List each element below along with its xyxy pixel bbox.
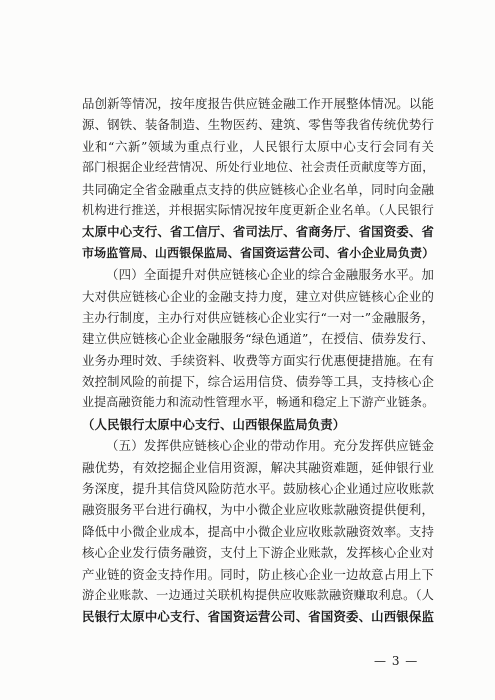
section-heading-line: （四）全面提升对供应链核心企业的综合金融服务水平。加 (106, 267, 434, 283)
text-line: 共同确定全省金融重点支持的供应链核心企业名单，同时向金融 (82, 181, 434, 197)
responsibility-line: （人民银行太原中心支行、山西银保监局负责） (82, 416, 346, 432)
text-line: 产业链的资金支持作用。同时，防止核心企业一边故意占用上下 (82, 566, 434, 582)
text-line: 融资服务平台进行确权，为中小微企业应收账款融资提供便利， (82, 502, 434, 518)
page-number: — 3 — (374, 654, 419, 668)
text-line: 效控制风险的前提下，综合运用信贷、债券等工具，支持核心企 (82, 374, 434, 390)
text-line: 降低中小微企业成本，提高中小微企业应收账款融资效率。支持 (82, 523, 434, 539)
text-line: 主办行制度，主办行对供应链核心企业实行“一对一”金融服务， (82, 309, 434, 325)
text-line: 业提高融资能力和流动性管理水平，畅通和稳定上下游产业链条。 (82, 395, 435, 410)
responsibility-line: 市场监管局、山西银保监局、省国资运营公司、省小企业局负责） (82, 245, 435, 260)
text-line: 业和“六新”领域为重点行业，人民银行太原中心支行会同有关 (82, 138, 434, 154)
responsibility-line: 太原中心支行、省工信厅、省司法厅、省商务厅、省国资委、省 (82, 224, 434, 240)
text-line: 建立供应链核心企业金融服务“绿色通道”，在授信、债券发行、 (82, 331, 434, 347)
text-line: 部门根据企业经营情况、所处行业地位、社会责任贡献度等方面， (82, 160, 435, 175)
text-line: 游企业账款、一边通过关联机构提供应收账款融资赚取利息。（人 (82, 587, 434, 602)
text-fragment: 机构进行推送，并根据实际情况按年度更新企业名单。（人民银行 (82, 202, 434, 217)
text-line (82, 200, 434, 221)
responsibility-line: 民银行太原中心支行、省国资运营公司、省国资委、山西银保监 (82, 609, 434, 625)
text-line: 业务办理时效、手续资料、收费等方面实行优惠便捷措施。在有 (82, 352, 434, 368)
text-line: 大对供应链核心企业的金融支持力度，建立对供应链核心企业的 (82, 288, 434, 304)
text-line: 源、钢铁、装备制造、生物医药、建筑、零售等我省传统优势行 (82, 117, 434, 133)
section-heading-line: （五）发挥供应链核心企业的带动作用。充分发挥供应链金 (106, 438, 434, 454)
document-body (82, 93, 434, 628)
text-line: 核心企业发行债务融资，支付上下游企业账款，发挥核心企业对 (82, 545, 434, 561)
text-line: 品创新等情况，按年度报告供应链金融工作开展整体情况。以能 (82, 96, 434, 111)
text-line: 务深度，提升其信贷风险防范水平。鼓励核心企业通过应收账款 (82, 481, 434, 497)
text-line: 融优势，有效挖掘企业信用资源，解决其融资难题，延伸银行业 (82, 459, 434, 475)
